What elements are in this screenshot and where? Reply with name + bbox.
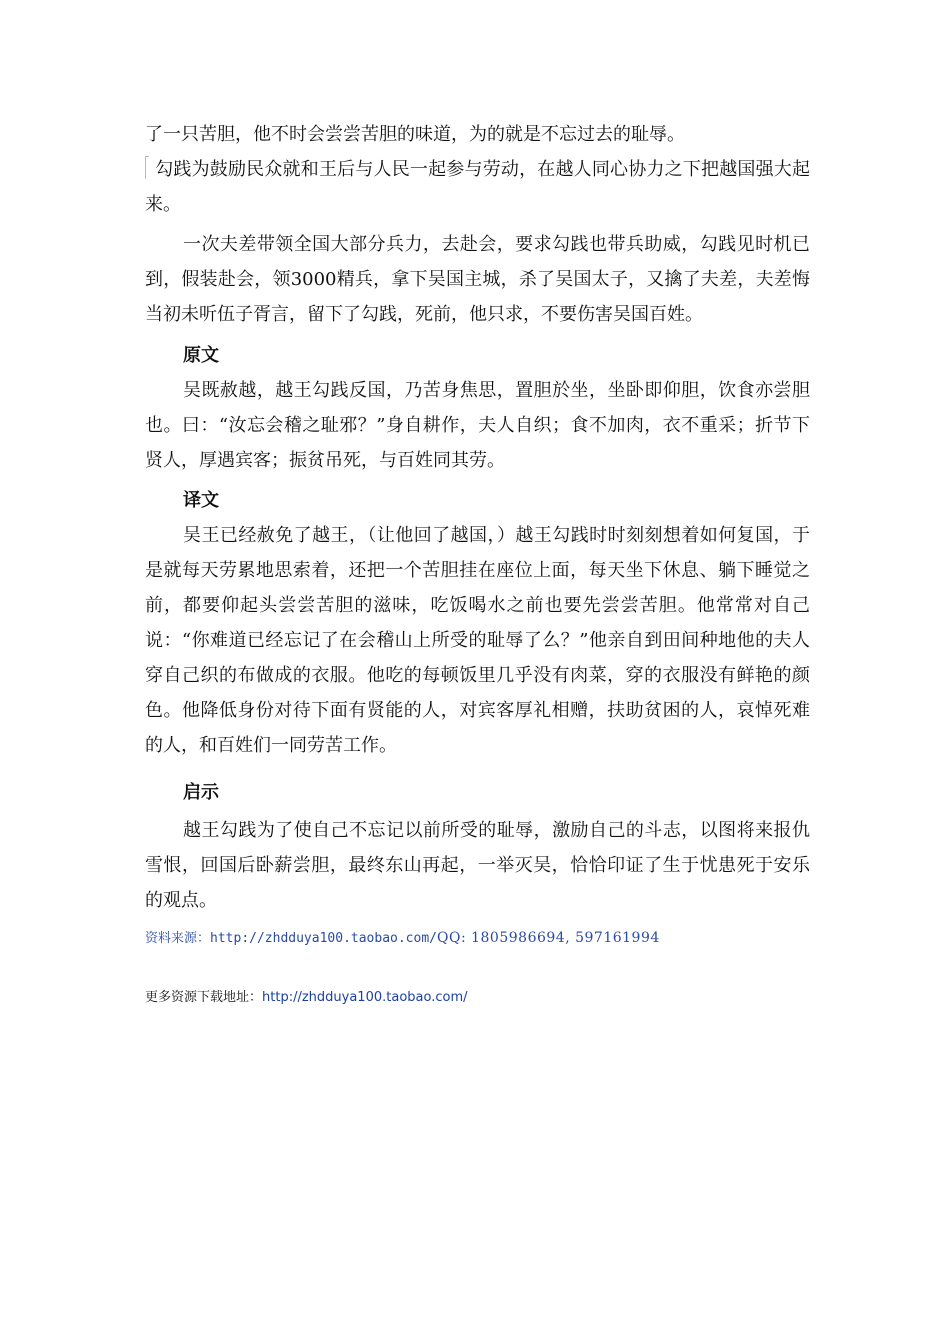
source-link[interactable]: http://zhdduya100.taobao.com/ (210, 931, 437, 946)
original-heading: 原文 (183, 345, 219, 366)
source-label: 资料来源： (145, 931, 211, 946)
lesson-heading: 启示 (183, 782, 219, 803)
more-resources-line (145, 988, 468, 1008)
story-paragraph-2-text: 勾践为鼓励民众就和王后与人民一起参与劳动，在越人同心协力之下把越国强大起来。 (145, 159, 810, 215)
story-paragraph-3: 一次夫差带领全国大部分兵力，去赴会，要求勾践也带兵助威，勾践见时机已到，假装赴会，领3000精兵，拿下吴国主城，杀了吴国太子，又擒了夫差，夫差悔当初未听伍子胥言，留下了勾践，死前，他只求，不要伤害吴国百姓。 (145, 234, 810, 325)
lesson-text: 越王勾践为了使自己不忘记以前所受的耻辱，激励自己的斗志，以图将来报仇雪恨，回国后卧薪尝胆，最终东山再起，一举灭吴，恰恰印证了生于忧患死于安乐的观点。 (145, 820, 810, 911)
original-text: 吴既赦越，越王勾践反国，乃苦身焦思，置胆於坐，坐卧即仰胆，饮食亦尝胆也。曰：“汝忘会稽之耻邪？”身自耕作，夫人自织；食不加肉，衣不重采；折节下贤人，厚遇宾客；振贫吊死，与百姓同其劳。 (145, 380, 810, 471)
translation-heading: 译文 (183, 490, 219, 511)
paragraph-marker-icon (145, 156, 149, 179)
qq-contact: QQ: 1805986694, 597161994 (437, 930, 660, 946)
source-line (145, 928, 660, 949)
more-resources-label: 更多资源下载地址： (145, 990, 263, 1005)
translation-text: 吴王已经赦免了越王，（让他回了越国，）越王勾践时时刻刻想着如何复国，于是就每天劳累地思索着，还把一个苦胆挂在座位上面，每天坐下休息、躺下睡觉之前，都要仰起头尝尝苦胆的滋味，吃饭喝水之前也要先尝尝苦胆。他常常对自己说：“你难道已经忘记了在会稽山上所受的耻辱了么？”他亲自到田间种地他的夫人穿自己织的布做成的衣服。他吃的每顿饭里几乎没有肉菜，穿的衣服没有鲜艳的颜色。他降低身份对待下面有贤能的人，对宾客厚礼相赠，扶助贫困的人，哀悼死难的人，和百姓们一同劳苦工作。 (145, 525, 810, 756)
story-paragraph-1: 了一只苦胆，他不时会尝尝苦胆的味道，为的就是不忘过去的耻辱。 (145, 124, 685, 145)
story-paragraph-2 (145, 152, 810, 222)
more-resources-link[interactable]: http://zhdduya100.taobao.com/ (262, 990, 468, 1005)
